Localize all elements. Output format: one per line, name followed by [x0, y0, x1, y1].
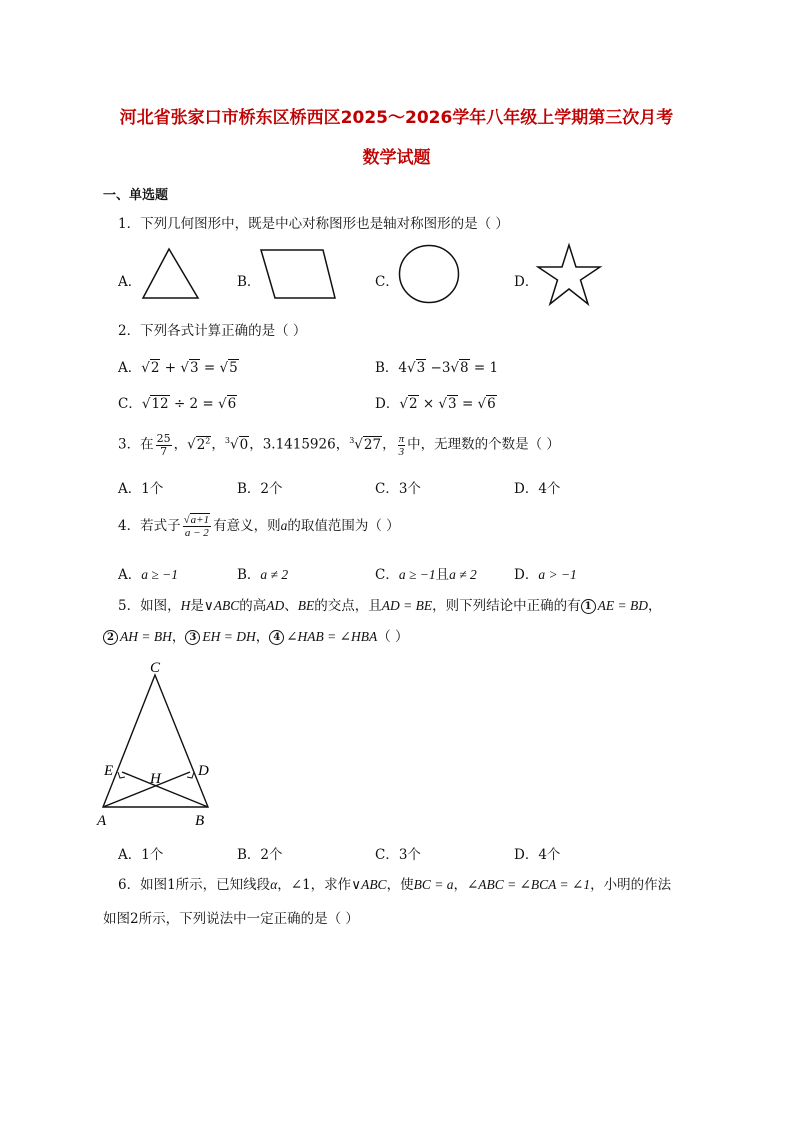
q1-option-b-parallelogram [255, 247, 340, 301]
q1-option-c-circle [396, 243, 462, 305]
fig-label-c: C [150, 660, 161, 676]
q4-option-b: B．a ≠ 2 [237, 567, 289, 583]
q5-stem-line1: 5．如图，H是∨ABC的高AD、BE的交点，且AD = BE，则下列结论中正确的有 1 AE = BD， [118, 598, 662, 614]
q3-option-c: C．3个 [375, 481, 421, 497]
q5-option-b: B．2个 [237, 847, 283, 863]
q3-option-b: B．2个 [237, 481, 283, 497]
fig-label-b: B [195, 813, 205, 829]
q1-option-b-label: B． [237, 274, 261, 290]
q4-stem: 4．若式子 $\frac{√a+1}{a - 2}$ 有意义，则a的取值范围为（ ） [118, 514, 400, 539]
q3-option-d: D．4个 [514, 481, 561, 497]
q6-stem-line2: 如图2所示，下列说法中一定正确的是（ ） [103, 911, 359, 927]
q1-option-a-label: A． [118, 274, 142, 290]
q5-option-d: D．4个 [514, 847, 561, 863]
q1-option-d-star [534, 242, 604, 308]
q5-option-a: A．1个 [118, 847, 164, 863]
q5-stem-line2: 2 AH = BH， 3 EH = DH， 4 ∠HAB = ∠HBA（ ） [103, 628, 408, 646]
q4-option-d: D．a > −1 [514, 567, 577, 583]
q2-option-d: D．√2 × √3 = √6 [375, 396, 496, 412]
q4-option-a: A．a ≥ −1 [118, 567, 179, 583]
q4-option-c: C．a ≥ −1且a ≠ 2 [375, 567, 477, 583]
q2-option-b: B．4√3 −3√8 = 1 [375, 360, 499, 376]
fig-label-a: A [97, 813, 107, 829]
q1-option-a-triangle [138, 245, 202, 301]
q5-option-c: C．3个 [375, 847, 421, 863]
page-title-line1: 河北省张家口市桥东区桥西区2025～2026学年八年级上学期第三次月考 [119, 108, 674, 128]
q5-triangle-figure [95, 655, 225, 830]
fig-label-h: H [150, 771, 161, 787]
page-title-line2: 数学试题 [362, 148, 431, 168]
q3-stem: 3．在 $\frac{25}{7}$ ，$√2^2$，$^3$√0，3.1415926，$^3$√27， $\frac{\pi}{3}$ 中，无理数的个数是（ ） [118, 431, 560, 458]
q3-option-a: A．1个 [118, 481, 164, 497]
q2-option-a: A．√2 + √3 = √5 [118, 360, 238, 376]
q1-stem: 1．下列几何图形中，既是中心对称图形也是轴对称图形的是（ ） [118, 216, 509, 232]
fig-label-e: E [104, 763, 114, 779]
fig-label-d: D [198, 763, 209, 779]
section-title: 一、单选题 [103, 188, 169, 203]
q1-option-d-label: D． [514, 274, 539, 290]
q2-option-c: C．√12 ÷ 2 = √6 [118, 396, 237, 412]
q1-option-c-label: C． [375, 274, 399, 290]
q2-stem: 2．下列各式计算正确的是（ ） [118, 323, 307, 339]
q6-stem-line1: 6．如图1所示，已知线段α，∠1，求作∨ABC，使BC = a，∠ABC = ∠BCA = ∠1，小明的作法 [118, 877, 672, 893]
